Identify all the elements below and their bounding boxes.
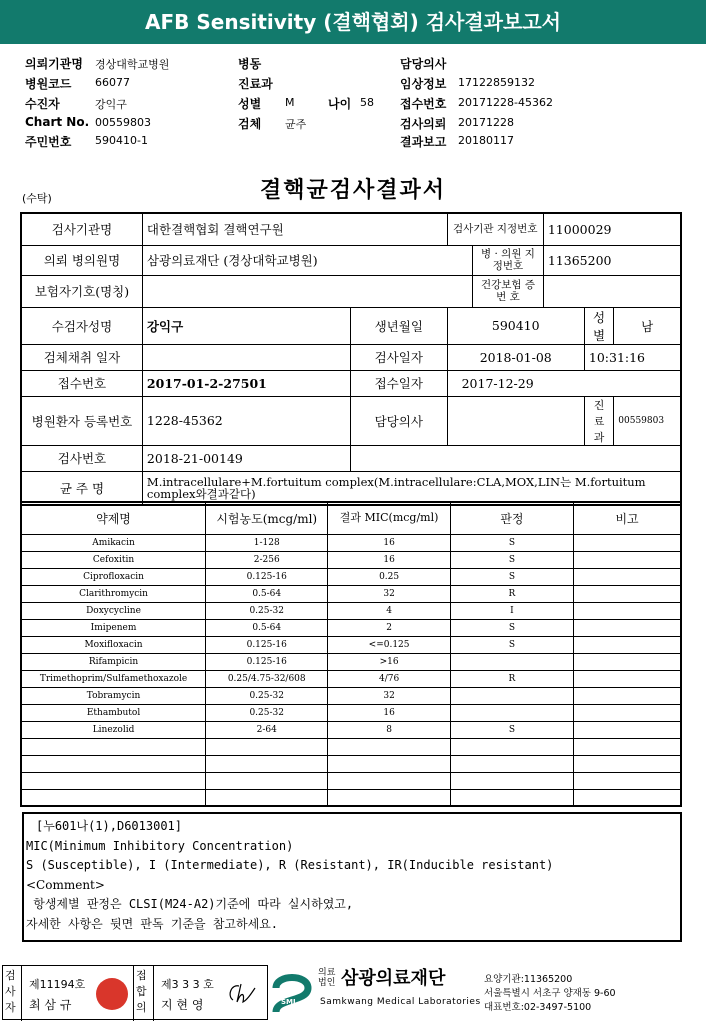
testtime-value: 10:31:16 <box>584 344 681 370</box>
results-row <box>21 568 681 585</box>
note-line: 자세한 사항은 뒷면 판독 기준을 참고하세요. <box>26 916 279 931</box>
results-cell <box>574 602 681 619</box>
results-header-cell: 약제명 <box>21 502 206 534</box>
results-cell <box>450 772 573 789</box>
org-institution-code: 요양기관:11365200 <box>484 974 573 985</box>
results-cell: Linezolid <box>21 721 206 738</box>
inst-value: 경상대학교병원 <box>95 58 170 71</box>
results-cell <box>574 619 681 636</box>
notes-box <box>22 812 682 942</box>
note-line: <Comment> <box>26 877 105 892</box>
samkwang-logo-icon <box>272 968 312 1016</box>
results-row <box>21 755 681 772</box>
org-address: 서울특별시 서초구 양재동 9-60 <box>484 988 616 999</box>
lab-value: 대한결핵협회 결핵연구원 <box>142 213 447 245</box>
age-value: 58 <box>360 96 374 109</box>
results-cell <box>206 772 328 789</box>
recvdate-label: 접수일자 <box>350 370 447 396</box>
results-cell <box>21 772 206 789</box>
svg-text:SML: SML <box>281 998 298 1006</box>
susceptibility-table <box>20 501 682 807</box>
name-value: 강익구 <box>142 307 350 344</box>
hospno-label: 병 · 의원 지정번호 <box>473 245 544 275</box>
testdate-value: 2018-01-08 <box>447 344 584 370</box>
results-cell: 2-256 <box>206 551 328 568</box>
results-cell <box>574 653 681 670</box>
form-title: 결핵균검사결과서 <box>259 177 447 203</box>
clinical-value: 17122859132 <box>458 76 535 89</box>
name-label: 수검자성명 <box>21 307 142 344</box>
examiner-number: 제11194호 <box>29 978 86 991</box>
request-label: 검사의뢰 <box>400 117 447 131</box>
birth-value: 590410 <box>447 307 584 344</box>
results-cell <box>450 704 573 721</box>
patient-value: 강익구 <box>95 98 127 111</box>
results-cell: 2 <box>328 619 450 636</box>
results-cell: R <box>450 585 573 602</box>
results-cell: Doxycycline <box>21 602 206 619</box>
results-cell: 0.125-16 <box>206 636 328 653</box>
results-cell <box>21 755 206 772</box>
results-cell: 0.25 <box>328 568 450 585</box>
receipt-value: 20171228-45362 <box>458 96 553 109</box>
results-cell: 32 <box>328 585 450 602</box>
results-cell: 16 <box>328 534 450 551</box>
results-cell: 2-64 <box>206 721 328 738</box>
results-cell <box>206 738 328 755</box>
results-header-cell: 비고 <box>574 502 681 534</box>
results-header-row <box>21 502 681 534</box>
regno-label: 병원환자 등록번호 <box>21 396 142 445</box>
health-value <box>543 275 681 307</box>
results-cell: 0.5-64 <box>206 585 328 602</box>
note-line: MIC(Minimum Inhibitory Concentration) <box>26 838 294 853</box>
collect-value <box>142 344 350 370</box>
form-doctor-label: 담당의사 <box>350 396 447 445</box>
results-cell <box>328 789 450 806</box>
results-cell <box>206 789 328 806</box>
results-cell: 32 <box>328 687 450 704</box>
patient-form <box>20 212 682 506</box>
results-cell: 16 <box>328 551 450 568</box>
confirmer-number: 제3 3 3 호 <box>161 978 214 991</box>
org-name: 삼광의료재단 <box>341 968 446 989</box>
results-cell <box>574 721 681 738</box>
org-prefix: 의료 법인 <box>318 968 336 988</box>
receipt-no-value: 2017-01-2-27501 <box>142 370 350 396</box>
confirmer-name: 지 현 영 <box>161 998 204 1012</box>
id-label: 주민번호 <box>25 135 72 149</box>
dept-label: 진료과 <box>238 77 273 91</box>
note-line: 항생제별 판정은 CLSI(M24-A2)기준에 따라 실시하였고, <box>26 897 354 911</box>
insured-value <box>142 275 472 307</box>
results-cell: 0.125-16 <box>206 568 328 585</box>
note-line: S (Susceptible), I (Intermediate), R (Resistant), IR(Inducible resistant) <box>26 858 554 872</box>
results-cell <box>450 653 573 670</box>
results-cell: S <box>450 568 573 585</box>
results-cell <box>21 738 206 755</box>
confirmer-label: 접 합 의 <box>136 969 147 1014</box>
clinical-label: 임상정보 <box>400 77 447 91</box>
results-cell: 0.25-32 <box>206 687 328 704</box>
birth-label: 생년월일 <box>350 307 447 344</box>
code-value: 66077 <box>95 76 130 89</box>
form-dept-value: 00559803 <box>614 396 681 445</box>
report-label: 결과보고 <box>400 135 447 149</box>
results-cell: S <box>450 619 573 636</box>
results-cell: 0.25-32 <box>206 704 328 721</box>
sex-label: 성별 <box>238 97 262 111</box>
id-value: 590410-1 <box>95 134 148 147</box>
request-value: 20171228 <box>458 116 514 129</box>
sex-label-cell: 성별 <box>584 307 613 344</box>
results-cell: Tobramycin <box>21 687 206 704</box>
results-cell <box>574 789 681 806</box>
examiner-seal <box>96 978 128 1010</box>
doctor-label: 담당의사 <box>400 57 447 71</box>
recvdate-value: 2017-12-29 <box>447 370 681 396</box>
testdate-label: 검사일자 <box>350 344 447 370</box>
results-row <box>21 653 681 670</box>
lab-label: 검사기관명 <box>21 213 142 245</box>
note-line: [누601나(1),D6013001] <box>36 819 183 833</box>
testno-blank <box>350 445 681 471</box>
age-label: 나이 <box>328 97 352 111</box>
results-cell: 0.25/4.75-32/608 <box>206 670 328 687</box>
results-cell <box>574 568 681 585</box>
results-cell: 4 <box>328 602 450 619</box>
results-cell: S <box>450 551 573 568</box>
form-doctor-value <box>447 396 584 445</box>
results-header-cell: 판정 <box>450 502 573 534</box>
sex-value: M <box>285 96 295 109</box>
chart-label: Chart No. <box>25 115 90 129</box>
results-cell <box>574 738 681 755</box>
results-cell <box>574 585 681 602</box>
examiner-name: 최 삼 규 <box>29 998 72 1012</box>
results-cell <box>450 738 573 755</box>
labno-label: 검사기관 지정번호 <box>447 213 543 245</box>
signature-box <box>2 965 268 1020</box>
chart-value: 00559803 <box>95 116 151 129</box>
consign-tag: (수탁) <box>22 192 52 205</box>
results-cell <box>450 789 573 806</box>
report-value: 20180117 <box>458 134 514 147</box>
results-cell: Ethambutol <box>21 704 206 721</box>
results-cell <box>206 755 328 772</box>
results-cell <box>574 670 681 687</box>
hospno-value: 11365200 <box>543 245 681 275</box>
code-label: 병원코드 <box>25 77 72 91</box>
results-cell <box>328 738 450 755</box>
results-cell: 16 <box>328 704 450 721</box>
results-row <box>21 789 681 806</box>
results-cell: Rifampicin <box>21 653 206 670</box>
results-cell: 8 <box>328 721 450 738</box>
specimen-label: 검체 <box>238 117 262 131</box>
results-cell <box>574 704 681 721</box>
results-row <box>21 551 681 568</box>
report-title: AFB Sensitivity (결핵협회) 검사결과보고서 <box>0 0 706 44</box>
results-cell <box>21 789 206 806</box>
results-cell: Imipenem <box>21 619 206 636</box>
results-cell: 0.125-16 <box>206 653 328 670</box>
results-cell: <=0.125 <box>328 636 450 653</box>
results-cell: >16 <box>328 653 450 670</box>
results-header-cell: 결과 MIC(mcg/ml) <box>328 502 450 534</box>
inst-label: 의뢰기관명 <box>25 57 83 71</box>
ward-label: 병동 <box>238 57 262 71</box>
results-cell <box>574 534 681 551</box>
confirmer-signature <box>225 980 261 1006</box>
results-cell: R <box>450 670 573 687</box>
results-cell <box>328 755 450 772</box>
results-row <box>21 636 681 653</box>
results-row <box>21 670 681 687</box>
results-row <box>21 585 681 602</box>
receipt-label: 접수번호 <box>400 97 447 111</box>
results-cell <box>450 755 573 772</box>
health-label: 건강보험 증 번 호 <box>473 275 544 307</box>
results-cell <box>574 687 681 704</box>
results-row <box>21 602 681 619</box>
results-cell: Ciprofloxacin <box>21 568 206 585</box>
patient-label: 수진자 <box>25 97 60 111</box>
testno-label: 검사번호 <box>21 445 142 471</box>
results-cell: 4/76 <box>328 670 450 687</box>
results-row <box>21 687 681 704</box>
results-cell: I <box>450 602 573 619</box>
labno-value: 11000029 <box>543 213 681 245</box>
specimen-value: 균주 <box>285 118 307 131</box>
org-english-name: Samkwang Medical Laboratories <box>320 997 481 1007</box>
results-cell: Amikacin <box>21 534 206 551</box>
results-cell: Clarithromycin <box>21 585 206 602</box>
results-cell: S <box>450 636 573 653</box>
results-cell <box>450 687 573 704</box>
results-cell: S <box>450 721 573 738</box>
org-phone: 대표번호:02-3497-5100 <box>484 1002 592 1013</box>
insured-label: 보험자기호(명칭) <box>21 275 142 307</box>
results-row <box>21 619 681 636</box>
results-cell: Cefoxitin <box>21 551 206 568</box>
examiner-label: 검사자 <box>5 969 16 1014</box>
results-cell: 1-128 <box>206 534 328 551</box>
regno-value: 1228-45362 <box>142 396 350 445</box>
results-row <box>21 534 681 551</box>
results-cell <box>328 772 450 789</box>
hosp-value: 삼광의료재단 (경상대학교병원) <box>142 245 472 275</box>
results-cell: S <box>450 534 573 551</box>
results-row <box>21 721 681 738</box>
results-cell: Moxifloxacin <box>21 636 206 653</box>
results-cell: Trimethoprim/Sulfamethoxazole <box>21 670 206 687</box>
strain-label: 균 주 명 <box>21 471 142 505</box>
sex-value-cell: 남 <box>614 307 681 344</box>
strain-value: M.intracellulare+M.fortuitum complex(M.intracellulare:CLA,MOX,LIN는 M.fortuitum complex와결과같다) <box>142 471 681 505</box>
results-row <box>21 704 681 721</box>
results-cell <box>574 636 681 653</box>
hosp-label: 의뢰 병의원명 <box>21 245 142 275</box>
results-cell: 0.5-64 <box>206 619 328 636</box>
form-dept-label: 진료과 <box>584 396 613 445</box>
receipt-no-label: 접수번호 <box>21 370 142 396</box>
results-row <box>21 738 681 755</box>
results-cell <box>574 551 681 568</box>
collect-label: 검체채취 일자 <box>21 344 142 370</box>
results-cell <box>574 755 681 772</box>
results-row <box>21 772 681 789</box>
testno-value: 2018-21-00149 <box>142 445 350 471</box>
results-cell <box>574 772 681 789</box>
results-header-cell: 시험농도(mcg/ml) <box>206 502 328 534</box>
results-cell: 0.25-32 <box>206 602 328 619</box>
